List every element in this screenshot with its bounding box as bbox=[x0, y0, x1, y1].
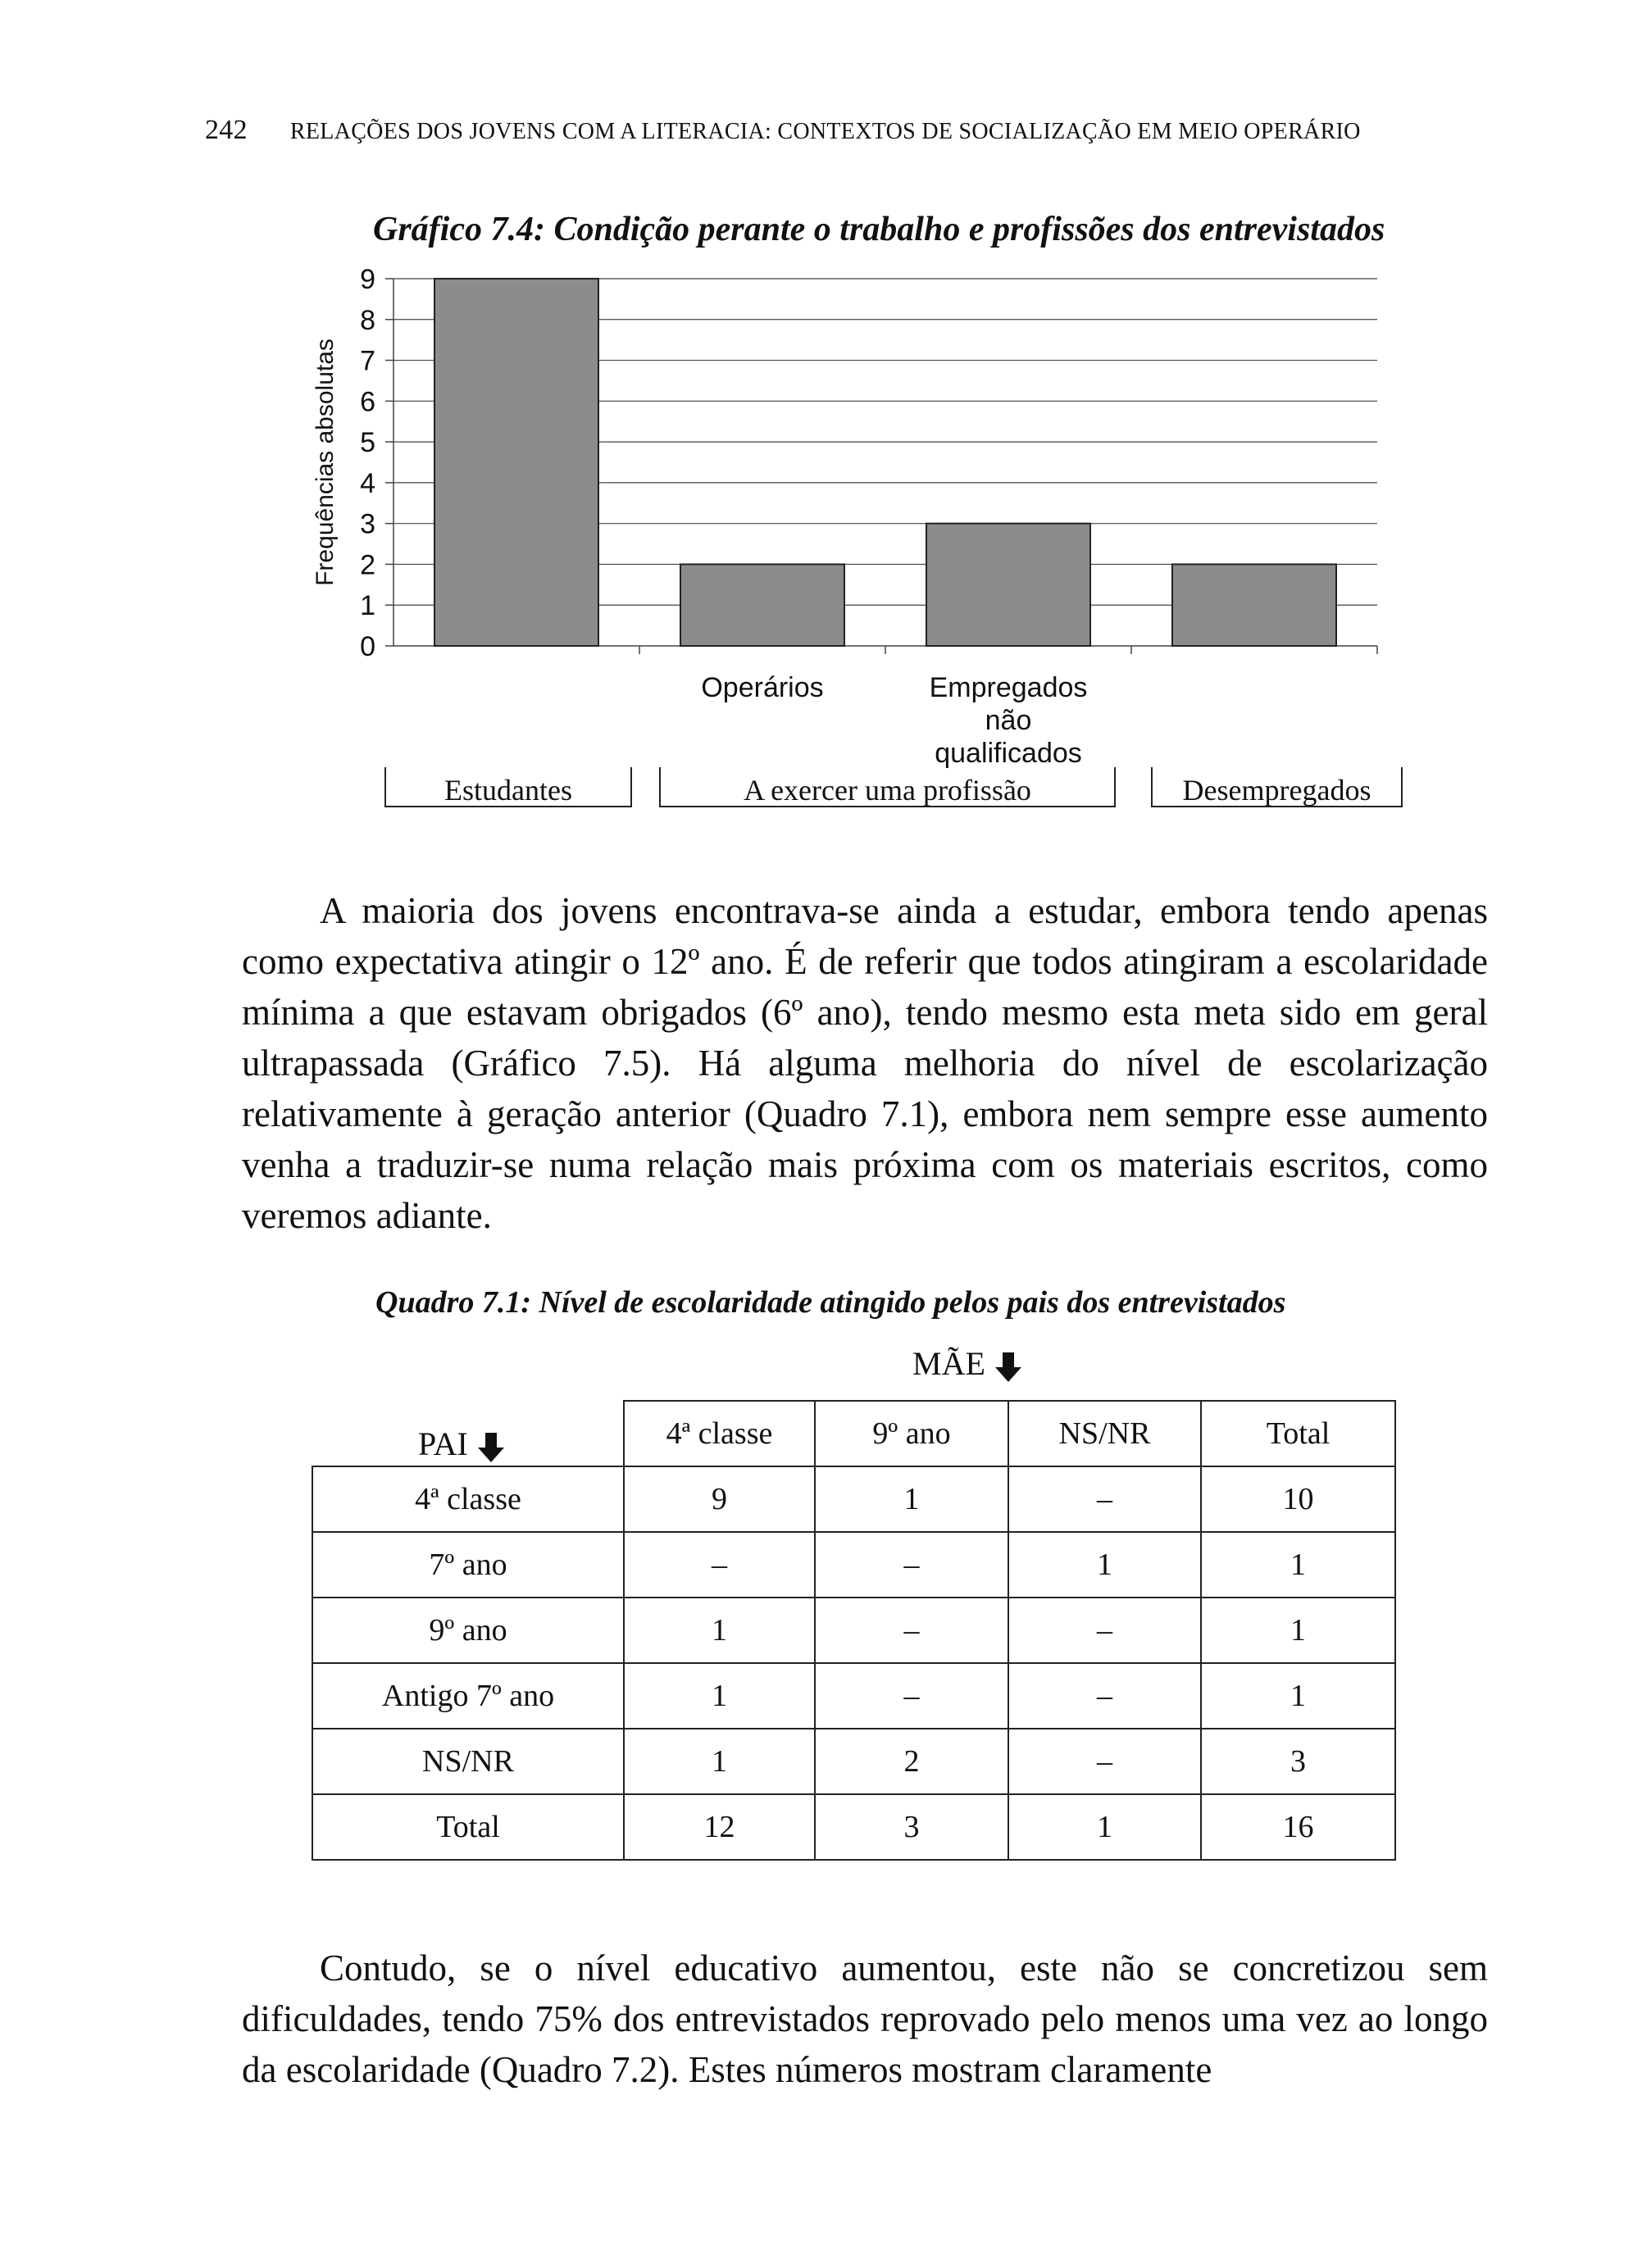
col-axis-label bbox=[912, 1344, 1023, 1384]
page-number: 242 bbox=[205, 115, 248, 145]
row-header: NS/NR bbox=[312, 1729, 624, 1794]
table-cell: – bbox=[1008, 1466, 1201, 1532]
paragraph-2 bbox=[242, 1943, 1488, 2095]
table-row bbox=[312, 1532, 1395, 1598]
group-label: A exercer uma profissão bbox=[744, 774, 1031, 807]
table-cell: – bbox=[815, 1532, 1008, 1598]
table-row bbox=[312, 1729, 1395, 1794]
col-axis-text: MÃE bbox=[912, 1345, 985, 1382]
column-header: 4ª classe bbox=[624, 1401, 815, 1466]
y-tick-label: 8 bbox=[360, 304, 375, 336]
table-cell: 9 bbox=[624, 1466, 815, 1532]
table-cell: 1 bbox=[1201, 1598, 1395, 1663]
category-label: Operários bbox=[701, 672, 824, 703]
row-header: 4ª classe bbox=[312, 1466, 624, 1532]
table-cell: 1 bbox=[1201, 1663, 1395, 1729]
row-header: Antigo 7º ano bbox=[312, 1663, 624, 1729]
paragraph-2-text: Contudo, se o nível educativo aumentou, este não se concretizou sem dificuldades, tendo 75% dos entrevistados reprovado pelo menos uma vez ao longo da escolaridade (Quadro 7.2). Estes números mostram claramente bbox=[242, 1948, 1488, 2090]
column-header: NS/NR bbox=[1008, 1401, 1201, 1466]
table-cell: 2 bbox=[815, 1729, 1008, 1794]
table-row bbox=[312, 1598, 1395, 1663]
row-header: Total bbox=[312, 1794, 624, 1860]
running-header bbox=[205, 115, 1435, 146]
table-cell: 3 bbox=[815, 1794, 1008, 1860]
column-header: Total bbox=[1201, 1401, 1395, 1466]
y-tick-label: 1 bbox=[360, 590, 375, 622]
column-header: 9º ano bbox=[815, 1401, 1008, 1466]
bar bbox=[434, 279, 598, 646]
y-tick-label: 4 bbox=[360, 467, 375, 499]
table-row bbox=[312, 1663, 1395, 1729]
row-axis-text: PAI bbox=[418, 1425, 468, 1462]
table-cell: – bbox=[624, 1532, 815, 1598]
y-tick-label: 7 bbox=[360, 345, 375, 377]
table-cell: 16 bbox=[1201, 1794, 1395, 1860]
arrow-down-icon bbox=[994, 1351, 1023, 1384]
table-title: Quadro 7.1: Nível de escolaridade atingido pelos pais dos entrevistados bbox=[375, 1285, 1286, 1320]
y-tick-label: 5 bbox=[360, 427, 375, 459]
table-cell: 1 bbox=[624, 1663, 815, 1729]
table-cell: 10 bbox=[1201, 1466, 1395, 1532]
category-label: qualificados bbox=[935, 738, 1082, 769]
table-cell: – bbox=[1008, 1729, 1201, 1794]
bar bbox=[1172, 564, 1336, 646]
bar bbox=[680, 564, 844, 646]
row-header: 9º ano bbox=[312, 1598, 624, 1663]
table-cell: – bbox=[1008, 1598, 1201, 1663]
y-tick-label: 2 bbox=[360, 549, 375, 581]
data-table bbox=[312, 1400, 1396, 1861]
table-row bbox=[312, 1466, 1395, 1532]
table-row bbox=[312, 1794, 1395, 1860]
group-label: Desempregados bbox=[1182, 774, 1371, 807]
table-cell: 1 bbox=[1008, 1532, 1201, 1598]
table-cell: 3 bbox=[1201, 1729, 1395, 1794]
category-label: não bbox=[985, 705, 1032, 736]
table-cell: 1 bbox=[624, 1598, 815, 1663]
group-label: Estudantes bbox=[444, 774, 572, 807]
table-cell: 12 bbox=[624, 1794, 815, 1860]
running-title: RELAÇÕES DOS JOVENS COM A LITERACIA: CONTEXTOS DE SOCIALIZAÇÃO EM MEIO OPERÁRIO bbox=[289, 119, 1361, 144]
table-cell: 1 bbox=[815, 1466, 1008, 1532]
category-label: Empregados bbox=[929, 672, 1088, 703]
table-header-row bbox=[312, 1401, 1395, 1466]
table-cell: 1 bbox=[1201, 1532, 1395, 1598]
paragraph-1-text: A maioria dos jovens encontrava-se ainda a estudar, embora tendo apenas como expectativa atingir o 12º ano. É de referir que todos atingiram a escolaridade mínima a que estavam obrigados (6º ano), tendo mesmo esta meta sido em geral ultrapassada (Gráfico 7.5). Há alguma melhoria do nível de escolarização relativamente à geração anterior (Quadro 7.1), embora nem sempre esse aumento venha a traduzir-se numa relação mais próxima com os materiais escritos, como veremos adiante. bbox=[242, 890, 1488, 1236]
y-tick-label: 3 bbox=[360, 508, 375, 540]
paragraph-1 bbox=[242, 885, 1488, 1241]
bar-chart bbox=[271, 261, 1435, 851]
table-cell: – bbox=[815, 1598, 1008, 1663]
table-cell: 1 bbox=[1008, 1794, 1201, 1860]
table-cell: – bbox=[815, 1663, 1008, 1729]
row-header: 7º ano bbox=[312, 1532, 624, 1598]
table-cell: 1 bbox=[624, 1729, 815, 1794]
bar bbox=[926, 524, 1090, 646]
figure-title: Gráfico 7.4: Condição perante o trabalho e profissões dos entrevistados bbox=[373, 211, 1385, 248]
y-tick-label: 9 bbox=[360, 264, 375, 295]
table-corner bbox=[312, 1401, 624, 1466]
y-tick-label: 0 bbox=[360, 631, 375, 662]
y-tick-label: 6 bbox=[360, 386, 375, 418]
table-cell: – bbox=[1008, 1663, 1201, 1729]
y-axis-label: Frequências absolutas bbox=[312, 339, 339, 586]
